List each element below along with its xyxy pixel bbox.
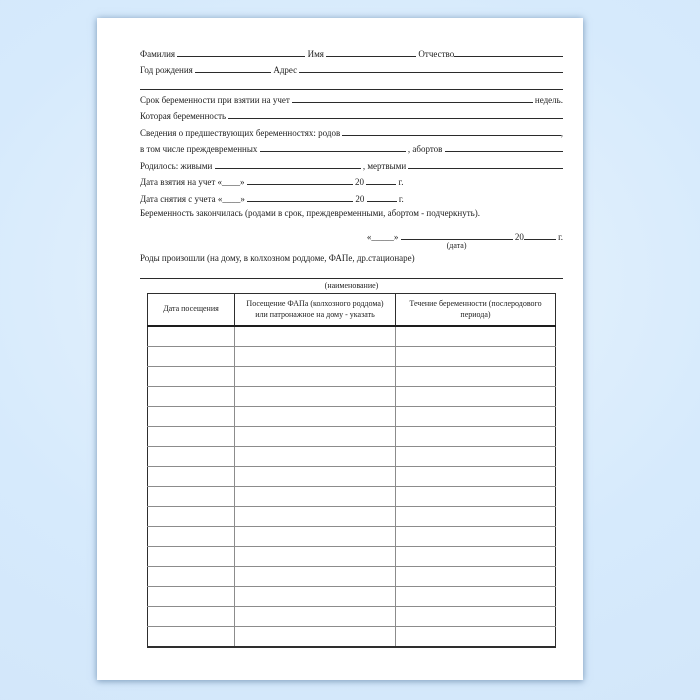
table-cell xyxy=(396,367,556,387)
table-row xyxy=(148,487,556,507)
table-cell xyxy=(235,367,396,387)
blank-underline xyxy=(367,201,397,202)
form-label: г. xyxy=(396,193,404,204)
table-cell xyxy=(235,347,396,367)
pregnancy-outcome-line xyxy=(140,204,563,218)
table-row xyxy=(148,607,556,627)
table-row xyxy=(148,367,556,387)
table-row xyxy=(148,587,556,607)
form-label: , абортов xyxy=(405,144,445,154)
outcome-date-line xyxy=(140,226,563,250)
visits-table-header xyxy=(148,294,556,327)
deregistration-date-line xyxy=(140,187,563,204)
table-cell xyxy=(148,447,235,467)
form-label: г. xyxy=(396,177,404,187)
blank-underline xyxy=(366,184,396,185)
blank-underline xyxy=(247,201,353,202)
form-label: Беременность закончилась (родами в срок, преждевременными, абортом - подчеркнуть). xyxy=(140,207,481,218)
table-cell xyxy=(148,387,235,407)
table-row xyxy=(148,547,556,567)
form-label: Сведения о предшествующих беременностях: родов xyxy=(140,127,343,138)
form-label: Которая беременность xyxy=(140,111,229,121)
blank-underline xyxy=(292,102,533,103)
table-row xyxy=(148,467,556,487)
blank-underline xyxy=(445,151,563,152)
blank-underline xyxy=(408,168,563,169)
visits-table-body xyxy=(148,326,556,647)
underline-caption: (дата) xyxy=(446,241,467,250)
form-label: недель. xyxy=(532,94,563,105)
blank-underline xyxy=(228,118,563,119)
table-cell xyxy=(396,627,556,648)
table-cell xyxy=(148,507,235,527)
table-row xyxy=(148,527,556,547)
form-label: 20 xyxy=(352,177,367,187)
table-cell xyxy=(396,507,556,527)
table-cell xyxy=(148,367,235,387)
form-fields xyxy=(140,42,563,290)
table-cell xyxy=(148,627,235,648)
form-label: Имя xyxy=(305,48,327,59)
table-cell xyxy=(235,467,396,487)
table-cell xyxy=(235,507,396,527)
form-label: 20 xyxy=(512,232,524,242)
table-row xyxy=(148,347,556,367)
table-cell xyxy=(396,527,556,547)
blank-underline xyxy=(342,135,560,136)
table-cell xyxy=(235,527,396,547)
table-cell xyxy=(396,447,556,467)
birth-place-line xyxy=(140,246,563,263)
birth-year-address-line xyxy=(140,59,563,76)
form-label: Родилось: живыми xyxy=(140,160,215,171)
table-cell xyxy=(235,587,396,607)
form-label: Фамилия xyxy=(140,48,178,59)
born-alive-dead-line xyxy=(140,154,563,171)
table-cell xyxy=(396,326,556,347)
table-cell xyxy=(235,326,396,347)
line-caption: (наименование) xyxy=(324,281,379,290)
form-label: в том числе преждевременных xyxy=(140,144,260,154)
table-cell xyxy=(235,607,396,627)
which-pregnancy-line xyxy=(140,105,563,122)
table-cell xyxy=(148,607,235,627)
form-label: , мертвыми xyxy=(360,160,409,171)
form-label: Отчество xyxy=(416,48,455,59)
form-label: Роды произошли (на дому, в колхозном роддоме, ФАПе, др.стационаре) xyxy=(140,252,415,263)
table-row xyxy=(148,326,556,347)
form-label: , xyxy=(560,127,563,138)
table-cell xyxy=(148,487,235,507)
table-cell xyxy=(396,487,556,507)
table-cell xyxy=(235,387,396,407)
form-label: Дата взятия на учет «____» xyxy=(140,177,247,187)
table-cell xyxy=(148,587,235,607)
table-cell xyxy=(235,487,396,507)
blank-underline xyxy=(454,56,563,57)
table-cell xyxy=(148,427,235,447)
table-cell xyxy=(235,567,396,587)
form-label: «_____» xyxy=(366,232,401,242)
table-cell xyxy=(396,607,556,627)
form-content xyxy=(140,42,563,670)
blank-underline xyxy=(401,239,513,250)
table-header-cell-3: Течение беременности (послеродового периода) xyxy=(396,294,556,327)
blank-underline xyxy=(326,56,416,57)
table-cell xyxy=(396,547,556,567)
table-cell xyxy=(396,427,556,447)
form-label: Срок беременности при взятии на учет xyxy=(140,94,293,105)
table-row xyxy=(148,447,556,467)
form-label: г. xyxy=(555,232,563,242)
table-cell xyxy=(148,567,235,587)
form-label: 20 xyxy=(353,193,367,204)
table-cell xyxy=(148,527,235,547)
table-cell xyxy=(235,407,396,427)
table-row xyxy=(148,407,556,427)
blank-underline xyxy=(299,72,563,73)
table-row xyxy=(148,507,556,527)
table-cell xyxy=(235,627,396,648)
table-cell xyxy=(396,567,556,587)
document-page xyxy=(97,18,583,680)
surname-name-patronymic-line xyxy=(140,42,563,59)
table-cell xyxy=(396,347,556,367)
table-cell xyxy=(235,547,396,567)
table-row xyxy=(148,567,556,587)
form-label: Дата снятия с учета «____» xyxy=(140,193,248,204)
table-cell xyxy=(235,447,396,467)
blank-underline xyxy=(177,56,305,57)
blank-underline xyxy=(524,239,556,240)
table-row xyxy=(148,627,556,648)
table-cell xyxy=(148,326,235,347)
visits-table xyxy=(147,293,556,648)
blank-underline xyxy=(260,151,406,152)
table-cell xyxy=(396,407,556,427)
table-cell xyxy=(148,547,235,567)
table-cell xyxy=(235,427,396,447)
table-cell xyxy=(148,467,235,487)
table-cell xyxy=(148,347,235,367)
table-header-cell-2: Посещение ФАПа (колхозного роддома) или патронажное на дому - указать xyxy=(235,294,396,327)
institution-name-line xyxy=(140,265,563,290)
form-label: Год рождения xyxy=(140,65,196,75)
pregnancy-term-line xyxy=(140,92,563,105)
table-cell xyxy=(396,587,556,607)
previous-pregnancies-line xyxy=(140,121,563,138)
blank-underline xyxy=(247,184,353,185)
table-cell xyxy=(396,387,556,407)
table-header-cell-1: Дата посещения xyxy=(148,294,235,327)
table-cell xyxy=(148,407,235,427)
registration-date-line xyxy=(140,171,563,188)
address-continuation-line xyxy=(140,75,563,92)
table-row xyxy=(148,387,556,407)
blank-underline xyxy=(195,72,271,73)
blank-underline xyxy=(140,89,563,90)
blank-underline xyxy=(140,278,563,279)
premature-and-abortions-line xyxy=(140,138,563,155)
table-row xyxy=(148,427,556,447)
table-cell xyxy=(396,467,556,487)
blank-underline xyxy=(215,168,361,169)
table-header-row xyxy=(148,294,556,327)
form-label: Адрес xyxy=(271,65,300,75)
